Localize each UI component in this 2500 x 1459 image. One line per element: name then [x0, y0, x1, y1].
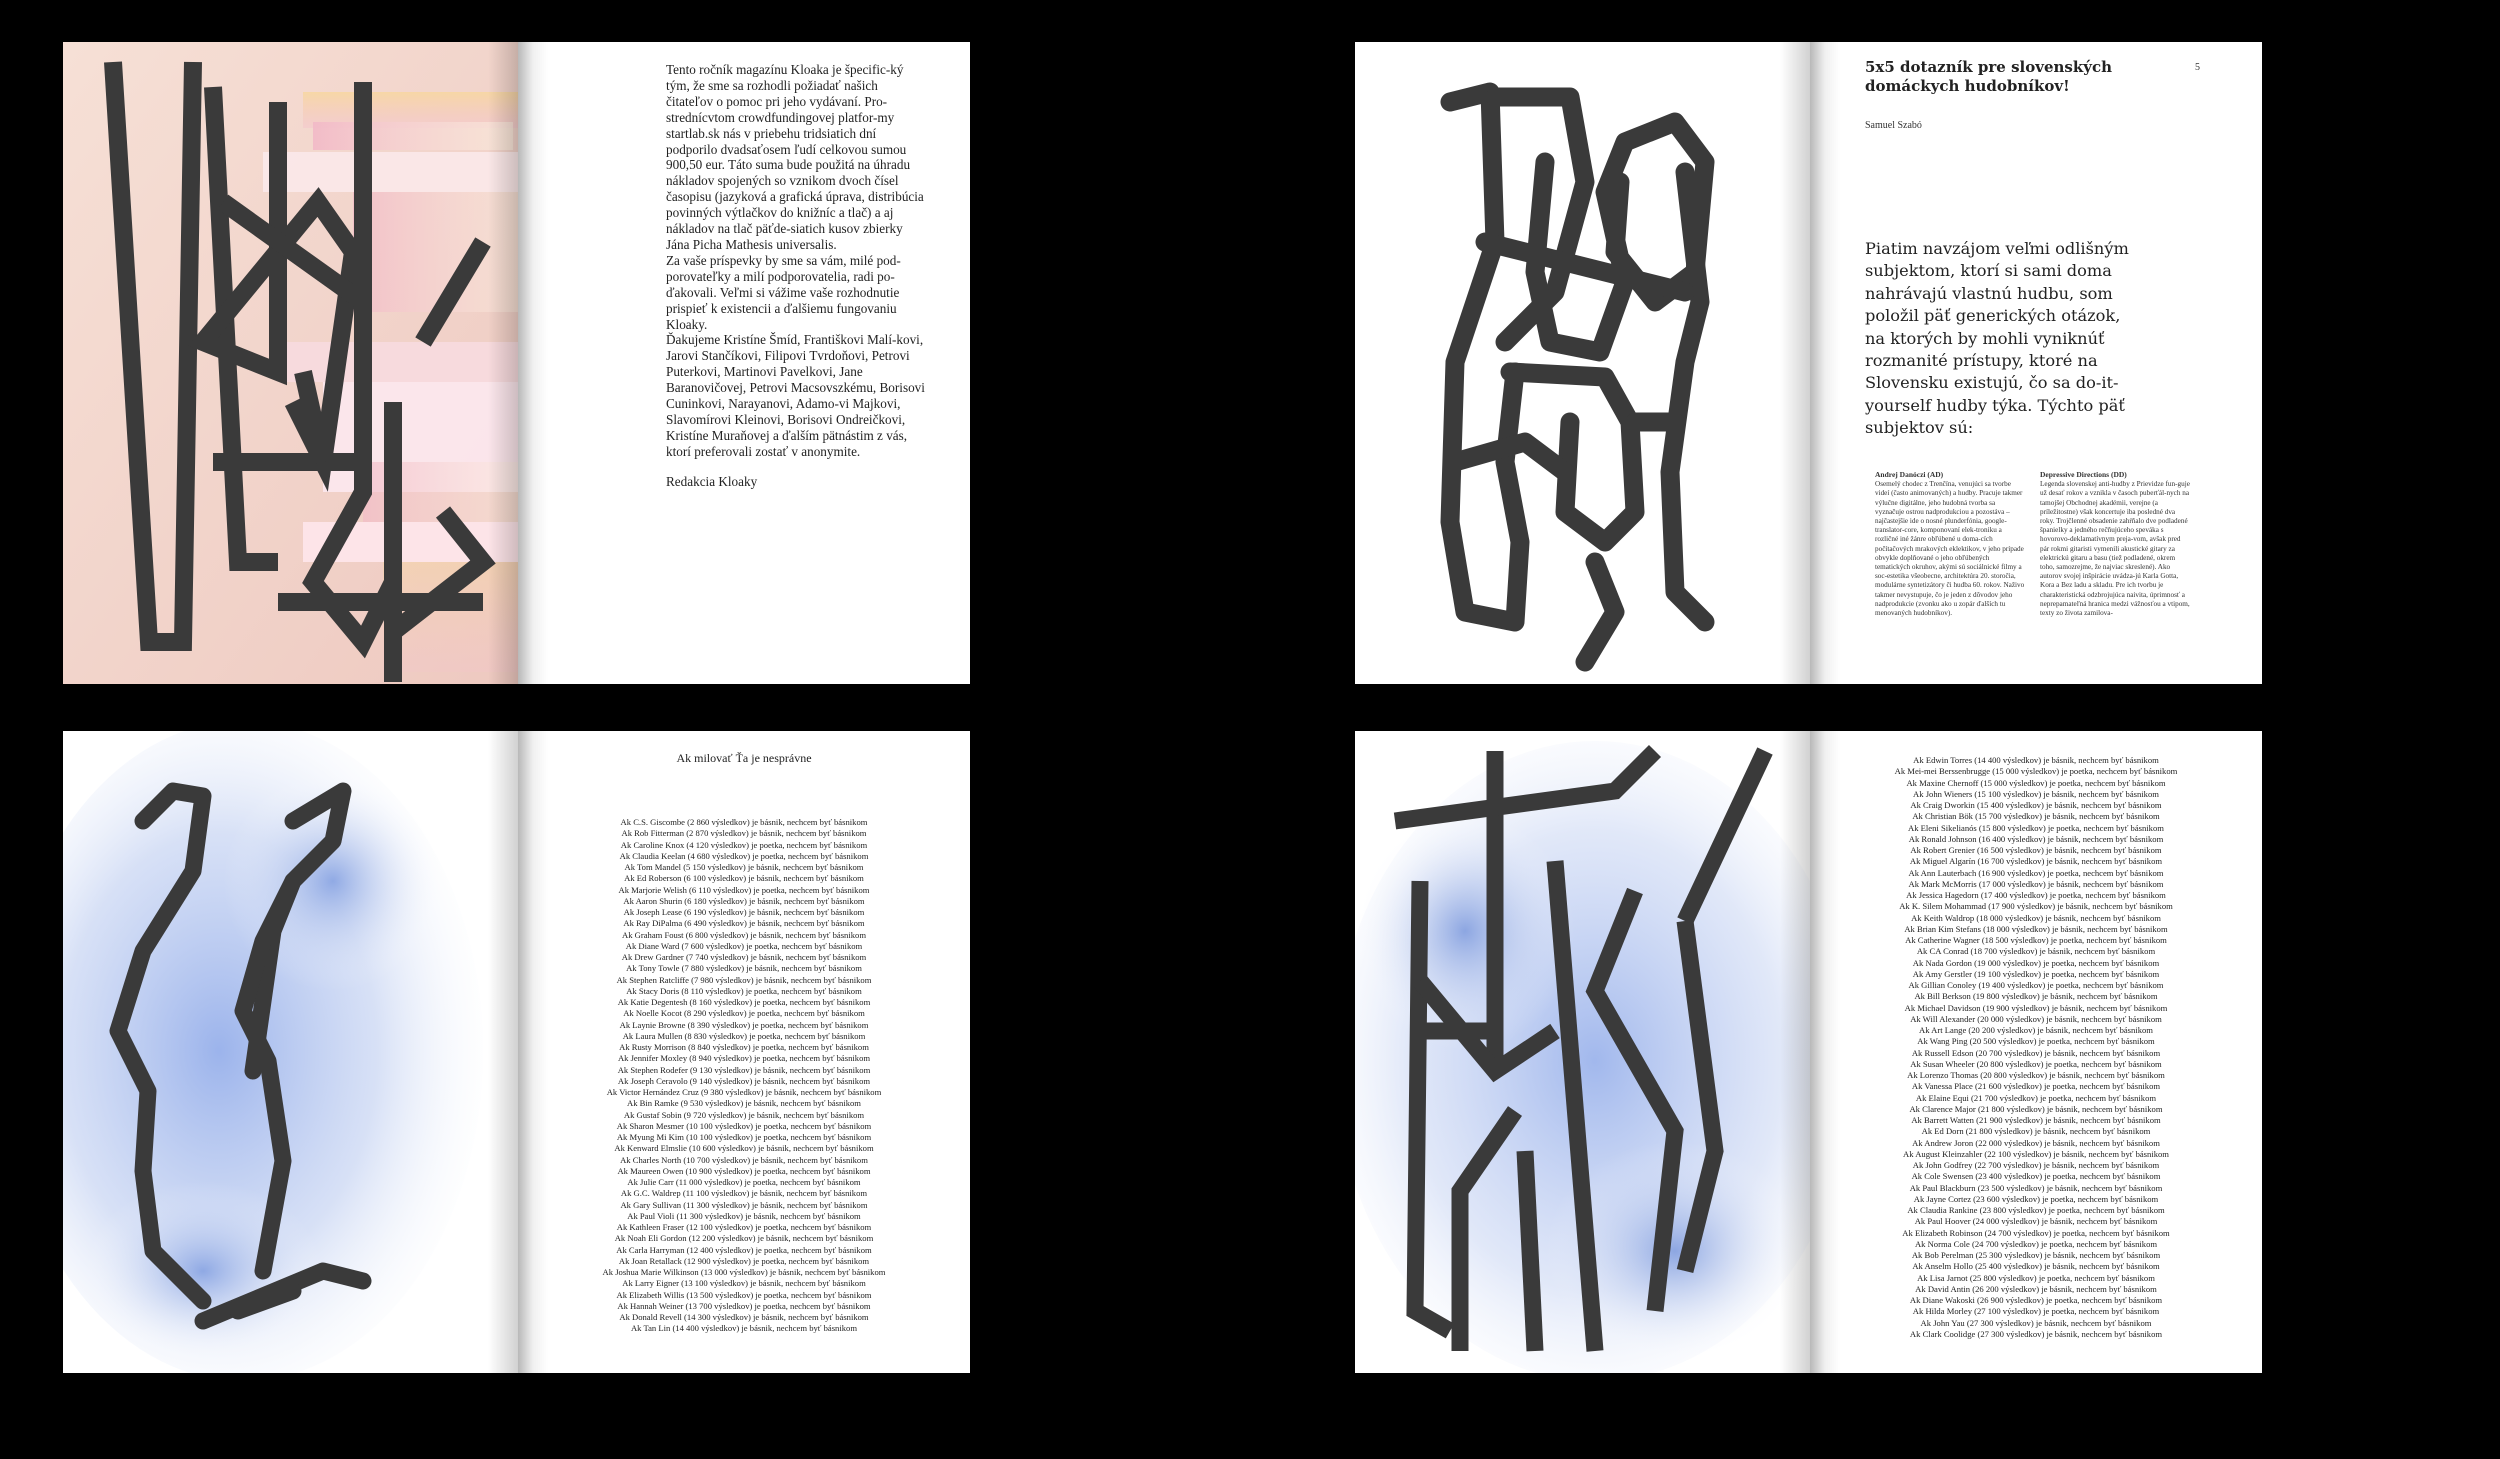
poem-line: Ak Katie Degentesh (8 160 výsledkov) je poetka, nechcem byť básnikom — [617, 997, 871, 1007]
poem-line: Ak Marjorie Welish (6 110 výsledkov) je poetka, nechcem byť básnikom — [618, 884, 870, 895]
poem-line: Ak Tony Towle (7 880 výsledkov) je básnik, nechcem byť básnikom — [626, 963, 862, 974]
poem-line: Ak Claudia Keelan (4 680 výsledkov) je poetka, nechcem byť básnikom — [619, 850, 869, 861]
poem-line: Ak Noah Eli Gordon (12 200 výsledkov) je básnik, nechcem byť básnikom — [614, 1233, 874, 1244]
spread-editorial — [63, 42, 970, 684]
poem-line: Ak Paul Blackburn (23 500 výsledkov) je básnik, nechcem byť básnikom — [1909, 1182, 2163, 1193]
column-heading: Depressive Directions (DD) — [2040, 470, 2127, 479]
poem-line: Ak Edwin Torres (14 400 výsledkov) je básnik, nechcem byť básnikom — [1913, 755, 2159, 765]
poem-line: Ak Graham Foust (6 800 výsledkov) je básnik, nechcem byť básnikom — [621, 929, 866, 940]
column-text: Osemelý chodec z Trenčína, venujúci sa tvorbe videí (často animovaných) a hudby. Pracuje takmer výlučne digitálne, jeho hudobná tvorba sa vyznačuje ostrou nadprodukciou a pozostáva – najčastejšie ide o nosné plunderfónia, google-translator-core, komponovaní elek-troniku a rozličné iné žánre obľúbené u doma-cích počítačových mrakových eklektikov, v jeho prípade obvykle doplňované o jeho obľúbených tematických okruhov, akými sú sociálnické filmy a soc-estetika všeobecne, architektúra 20. storočia, modulárne syntetizátory či hudba 60. rokov. Naživo takmer nevystupuje, čo je jeden z dôvodov jeho nadprodukcie (zvonku ako u zopár ďalších tu menovaných hudobníkov). — [1875, 480, 2025, 618]
poem-line: Ak Donald Revell (14 300 výsledkov) je básnik, nechcem byť básnikom — [619, 1312, 869, 1322]
poem-line: Ak Victor Hernández Cruz (9 380 výsledkov) je básnik, nechcem byť básnikom — [606, 1087, 882, 1097]
page-number: 5 — [2195, 62, 2200, 73]
poem-line: Ak Diane Wakoski (26 900 výsledkov) je poetka, nechcem byť básnikom — [1909, 1295, 2163, 1305]
poem-line: Ak Anselm Hollo (25 400 výsledkov) je básnik, nechcem byť básnikom — [1912, 1261, 2160, 1272]
poem-line: Ak Vanessa Place (21 600 výsledkov) je poetka, nechcem byť básnikom — [1911, 1081, 2161, 1092]
poem-line: Ak G.C. Waldrep (11 100 výsledkov) je básnik, nechcem byť básnikom — [620, 1188, 868, 1199]
poem-line: Ak Craig Dworkin (15 400 výsledkov) je básnik, nechcem byť básnikom — [1910, 800, 2162, 810]
spread-questionnaire — [1355, 42, 2262, 684]
poem-line: Ak Cole Swensen (23 400 výsledkov) je poetka, nechcem byť básnikom — [1911, 1171, 2161, 1182]
poem-line: Ak Myung Mi Kim (10 100 výsledkov) je poetka, nechcem byť básnikom — [616, 1132, 872, 1142]
poem-line: Ak Kenward Elmslie (10 600 výsledkov) je básnik, nechcem byť básnikom — [614, 1143, 874, 1154]
poem-line: Ak Aaron Shurin (6 180 výsledkov) je básnik, nechcem byť básnikom — [623, 895, 865, 906]
poem-line: Ak Mark McMorris (17 000 výsledkov) je básnik, nechcem byť básnikom — [1908, 878, 2164, 889]
poem-line: Ak Stacy Doris (8 110 výsledkov) je poetka, nechcem byť básnikom — [626, 985, 862, 996]
poem-line: Ak Diane Ward (7 600 výsledkov) je poetka, nechcem byť básnikom — [625, 940, 863, 951]
poem-line: Ak Hannah Weiner (13 700 výsledkov) je poetka, nechcem byť básnikom — [617, 1300, 871, 1311]
poem-line: Ak Paul Hoover (24 000 výsledkov) je básnik, nechcem byť básnikom — [1914, 1216, 2158, 1227]
poem-line: Ak Stephen Ratcliffe (7 980 výsledkov) je básnik, nechcem byť básnikom — [616, 974, 872, 985]
poem-line: Ak Eleni Sikelianós (15 800 výsledkov) je poetka, nechcem byť básnikom — [1908, 822, 2164, 833]
column-text: Legenda slovenskej anti-hudby z Prievidze fun-guje už desať rokov a vznikla v časoch puberťál-nych na tamojšej Obchodnej akadémii, verejne (a príležitostne) však koncertuje iba posledné dva roky. Trojčlenné obsadenie zahŕňalo dve podladené španielky a jedného rečňujúceho speváka s hovorovo-deklamatívnym preja-vom, avšak pred pár rokmi gitaristi vymenili akustické gitary za elektrickú gitaru a basu (tiež podladené, okrem toho, samozrejme, že najviac skreslené). Ako autorov svojej inšpirácie uvádza-jú Karla Gotta, Kora a Bez ladu a skladu. Pre ich tvorbu je charakteristická odzbrojujúca naivita, úprimnosť a neprepamateľná hranica medzi vážnosťou a vtipom, texty zo života zamilova- — [2040, 480, 2190, 618]
left-page-art — [63, 731, 518, 1373]
poem-line: Ak Laynie Browne (8 390 výsledkov) je poetka, nechcem byť básnikom — [619, 1019, 869, 1030]
poem-line: Ak Caroline Knox (4 120 výsledkov) je poetka, nechcem byť básnikom — [620, 839, 868, 850]
right-page-text — [518, 42, 970, 684]
poem-line: Ak Hilda Morley (27 100 výsledkov) je poetka, nechcem byť básnikom — [1912, 1306, 2160, 1317]
poem-line: Ak Catherine Wagner (18 500 výsledkov) je poetka, nechcem byť básnikom — [1905, 935, 2167, 945]
poem-line: Ak Tom Mandel (5 150 výsledkov) je básnik, nechcem byť básnikom — [624, 862, 864, 872]
poem-line: Ak John Godfrey (22 700 výsledkov) je básnik, nechcem byť básnikom — [1912, 1160, 2160, 1170]
poem-line: Ak Charles North (10 700 výsledkov) je básnik, nechcem byť básnikom — [620, 1154, 868, 1165]
poem-line: Ak Noelle Kocot (8 290 výsledkov) je poetka, nechcem byť básnikom — [623, 1008, 865, 1019]
artist-column — [2040, 470, 2190, 618]
poem-line: Ak Clark Coolidge (27 300 výsledkov) je básnik, nechcem byť básnikom — [1909, 1328, 2163, 1339]
poem-line: Ak Larry Eigner (13 100 výsledkov) je básnik, nechcem byť básnikom — [622, 1278, 866, 1289]
poem-line: Ak Tan Lin (14 400 výsledkov) je básnik, nechcem byť básnikom — [630, 1323, 858, 1334]
poem-line: Ak Brian Kim Stefans (18 000 výsledkov) je básnik, nechcem byť básnikom — [1904, 923, 2168, 934]
editorial-paragraph: Ďakujeme Kristíne Šmíd, Františkovi Malí-kovi, Jarovi Stančíkovi, Filipovi Tvrdoňovi, Petrovi Puterkovi, Martinovi Pavelkovi, Jane Baranovičovej, Petrovi Macsovszkému, Borisovi Cuninkovi, Narayanovi, Adamo-vi Majkovi, Slavomírovi Kleinovi, Borisovi Ondreičkovi, Kristíne Muraňovej a ďalším pätnástim z vás, ktorí preferovali zostať v anonymite. — [666, 332, 925, 459]
artist-column — [1875, 470, 2025, 618]
poem-line: Ak Elizabeth Willis (13 500 výsledkov) je poetka, nechcem byť básnikom — [616, 1289, 872, 1300]
article-title: 5x5 dotazník pre slovenských domáckych hudobníkov! — [1865, 58, 2112, 95]
poem-lines — [518, 817, 970, 1335]
poem-line: Ak Barrett Watten (21 900 výsledkov) je básnik, nechcem byť básnikom — [1911, 1115, 2161, 1125]
editorial-paragraph: Za vaše príspevky by sme sa vám, milé pod-porovateľky a milí podporovatelia, radi po-ďakovali. Veľmi si vážime vaše rozhodnutie prispieť k existencii a ďalšiemu fungovaniu Kloaky. — [666, 252, 901, 332]
left-page-art — [1355, 731, 1810, 1373]
editorial-paragraph: Tento ročník magazínu Kloaka je špecific-ký tým, že sme sa rozhodli požiadať našich čitateľov o pomoc pri jeho vydávaní. Pro-strednícvtom crowdfundingovej platfor-my startlab.sk nás v priebehu tridsiatich dní podporilo dvadsaťosem ľudí celkovou sumou 900,50 eur. Táto suma bude použitá na úhradu nákladov spojených so vznikom dvoch čísel časopisu (jazyková a grafická úprava, distribúcia povinných výtlačkov do knižníc a tlač) a aj nákladov na tlač päťde-siatich kusov zbierky Jána Picha Mathesis universalis. — [666, 62, 924, 252]
poem-line: Ak Will Alexander (20 000 výsledkov) je básnik, nechcem byť básnikom — [1910, 1013, 2162, 1024]
poem-line: Ak Wang Ping (20 500 výsledkov) je poetka, nechcem byť básnikom — [1917, 1036, 2155, 1047]
editorial-signature: Redakcia Kloaky — [666, 473, 758, 489]
poem-line: Ak Norma Cole (24 700 výsledkov) je poetka, nechcem byť básnikom — [1914, 1238, 2158, 1249]
poem-line: Ak Sharon Mesmer (10 100 výsledkov) je poetka, nechcem byť básnikom — [616, 1120, 872, 1131]
poem-line: Ak Elizabeth Robinson (24 700 výsledkov) je poetka, nechcem byť básnikom — [1902, 1227, 2170, 1238]
poem-line: Ak Joan Retallack (12 900 výsledkov) je poetka, nechcem byť básnikom — [618, 1255, 870, 1266]
abstract-lettering-grey-icon — [1355, 42, 1810, 684]
poem-line: Ak Mei-mei Berssenbrugge (15 000 výsledkov) je poetka, nechcem byť básnikom — [1894, 766, 2178, 777]
spread-poem-1 — [63, 731, 970, 1373]
poem-line: Ak Ed Dorn (21 800 výsledkov) je básnik, nechcem byť básnikom — [1921, 1126, 2151, 1137]
poem-line: Ak Julie Carr (11 000 výsledkov) je poetka, nechcem byť básnikom — [627, 1177, 861, 1187]
poem-line: Ak Paul Violi (11 300 výsledkov) je básnik, nechcem byť básnikom — [627, 1210, 861, 1221]
abstract-lettering-blue-icon — [63, 731, 518, 1373]
poem-line: Ak Kathleen Fraser (12 100 výsledkov) je poetka, nechcem byť básnikom — [616, 1222, 872, 1232]
poem-line: Ak John Yau (27 300 výsledkov) je básnik, nechcem byť básnikom — [1920, 1317, 2152, 1328]
poem-line: Ak Ed Roberson (6 100 výsledkov) je básnik, nechcem byť básnikom — [624, 873, 864, 884]
poem-line: Ak Amy Gerstler (19 100 výsledkov) je poetka, nechcem byť básnikom — [1912, 968, 2160, 979]
article-author: Samuel Szabó — [1865, 120, 1922, 131]
poem-line: Ak K. Silem Mohammad (17 900 výsledkov) je básnik, nechcem byť básnikom — [1899, 901, 2173, 912]
left-page-art — [1355, 42, 1810, 684]
poem-line: Ak David Antin (26 200 výsledkov) je básnik, nechcem byť básnikom — [1915, 1283, 2157, 1294]
poem-line: Ak Gillian Conoley (19 400 výsledkov) je poetka, nechcem byť básnikom — [1908, 980, 2164, 990]
abstract-lettering-pink-icon — [63, 42, 518, 684]
poem-line: Ak Art Lange (20 200 výsledkov) je básnik, nechcem byť básnikom — [1919, 1025, 2153, 1035]
poem-line: Ak Keith Waldrop (18 000 výsledkov) je básnik, nechcem byť básnikom — [1911, 912, 2161, 923]
spread-poem-2 — [1355, 731, 2262, 1373]
poem-line: Ak Laura Mullen (8 830 výsledkov) je poetka, nechcem byť básnikom — [622, 1030, 866, 1041]
poem-line: Ak Joseph Ceravolo (9 140 výsledkov) je básnik, nechcem byť básnikom — [617, 1075, 871, 1086]
poem-line: Ak Michael Davidson (19 900 výsledkov) je básnik, nechcem byť básnikom — [1904, 1002, 2168, 1013]
poem-line: Ak Jennifer Moxley (8 940 výsledkov) je poetka, nechcem byť básnikom — [617, 1053, 871, 1064]
poem-line: Ak Joshua Marie Wilkinson (13 000 výsledkov) je básnik, nechcem byť básnikom — [602, 1267, 886, 1277]
poem-line: Ak Bill Berkson (19 800 výsledkov) je básnik, nechcem byť básnikom — [1914, 991, 2158, 1002]
poem-line: Ak Robert Grenier (16 500 výsledkov) je básnik, nechcem byť básnikom — [1910, 845, 2162, 855]
poem-line: Ak Jayne Cortez (23 600 výsledkov) je poetka, nechcem byť básnikom — [1913, 1193, 2159, 1204]
left-page-art — [63, 42, 518, 684]
abstract-lettering-blue-2-icon — [1355, 731, 1810, 1373]
poem-lines — [1810, 755, 2262, 1340]
poem-line: Ak Joseph Lease (6 190 výsledkov) je básnik, nechcem byť básnikom — [623, 907, 865, 917]
poem-line: Ak Christian Bök (15 700 výsledkov) je básnik, nechcem byť básnikom — [1912, 811, 2160, 822]
poem-line: Ak Maureen Owen (10 900 výsledkov) je poetka, nechcem byť básnikom — [617, 1165, 871, 1176]
poem-line: Ak Clarence Major (21 800 výsledkov) je básnik, nechcem byť básnikom — [1909, 1103, 2163, 1114]
poem-title: Ak milovať Ťa je nesprávne — [676, 751, 812, 765]
column-heading: Andrej Danóczi (AD) — [1875, 470, 1944, 479]
poem-line: Ak August Kleinzahler (22 100 výsledkov) je básnik, nechcem byť básnikom — [1903, 1148, 2169, 1159]
poem-line: Ak Drew Gardner (7 740 výsledkov) je básnik, nechcem byť básnikom — [621, 952, 867, 962]
poem-line: Ak Elaine Equi (21 700 výsledkov) je poetka, nechcem byť básnikom — [1915, 1092, 2157, 1103]
poem-line: Ak Nada Gordon (19 000 výsledkov) je poetka, nechcem byť básnikom — [1912, 957, 2160, 968]
poem-line: Ak Russell Edson (20 700 výsledkov) je básnik, nechcem byť básnikom — [1911, 1047, 2161, 1058]
poem-line: Ak Andrew Joron (22 000 výsledkov) je básnik, nechcem byť básnikom — [1912, 1137, 2160, 1148]
poem-line: Ak Ronald Johnson (16 400 výsledkov) je básnik, nechcem byť básnikom — [1908, 833, 2164, 844]
poem-line: Ak Gary Sullivan (11 300 výsledkov) je básnik, nechcem byť básnikom — [620, 1199, 868, 1210]
article-lead: Piatim navzájom veľmi odlišným subjektom, ktorí si sami doma nahrávajú vlastnú hudbu, som položil päť generických otázok, na ktorých by mohli vyniknúť rozmanité prístupy, ktoré na Slovensku existujú, čo sa do-it-yourself hudby týka. Týchto päť subjektov sú: — [1865, 239, 2129, 438]
poem-line: Ak Bob Perelman (25 300 výsledkov) je básnik, nechcem byť básnikom — [1911, 1250, 2161, 1260]
poem-line: Ak John Wieners (15 100 výsledkov) je básnik, nechcem byť básnikom — [1913, 788, 2159, 799]
poem-line: Ak Stephen Rodefer (9 130 výsledkov) je básnik, nechcem byť básnikom — [617, 1064, 871, 1075]
editorial-text — [666, 62, 928, 490]
poem-line: Ak Maxine Chernoff (15 000 výsledkov) je poetka, nechcem byť básnikom — [1906, 777, 2166, 788]
poem-line: Ak CA Conrad (18 700 výsledkov) je básnik, nechcem byť básnikom — [1916, 946, 2156, 957]
poem-line: Ak Carla Harryman (12 400 výsledkov) je poetka, nechcem byť básnikom — [616, 1244, 872, 1255]
poem-line: Ak Rob Fitterman (2 870 výsledkov) je básnik, nechcem byť básnikom — [621, 828, 867, 839]
poem-line: Ak Miguel Algarín (16 700 výsledkov) je básnik, nechcem byť básnikom — [1909, 856, 2163, 867]
poem-line: Ak Susan Wheeler (20 800 výsledkov) je poetka, nechcem byť básnikom — [1910, 1058, 2162, 1069]
poem-line: Ak C.S. Giscombe (2 860 výsledkov) je básnik, nechcem byť básnikom — [620, 817, 868, 827]
poem-line: Ak Rusty Morrison (8 840 výsledkov) je poetka, nechcem byť básnikom — [619, 1042, 869, 1052]
poem-line: Ak Lorenzo Thomas (20 800 výsledkov) je básnik, nechcem byť básnikom — [1907, 1070, 2165, 1080]
poem-line: Ak Ann Lauterbach (16 900 výsledkov) je poetka, nechcem byť básnikom — [1908, 867, 2164, 878]
poem-line: Ak Gustaf Sobin (9 720 výsledkov) je básnik, nechcem byť básnikom — [623, 1109, 865, 1120]
poem-line: Ak Bin Ramke (9 530 výsledkov) je básnik, nechcem byť básnikom — [627, 1098, 861, 1109]
poem-line: Ak Ray DiPalma (6 490 výsledkov) je básnik, nechcem byť básnikom — [623, 918, 865, 929]
poem-line: Ak Claudia Rankine (23 800 výsledkov) je poetka, nechcem byť básnikom — [1907, 1205, 2165, 1215]
poem-line: Ak Lisa Jarnot (25 800 výsledkov) je poetka, nechcem byť básnikom — [1917, 1272, 2155, 1283]
poem-line: Ak Jessica Hagedorn (17 400 výsledkov) je poetka, nechcem byť básnikom — [1906, 890, 2166, 900]
